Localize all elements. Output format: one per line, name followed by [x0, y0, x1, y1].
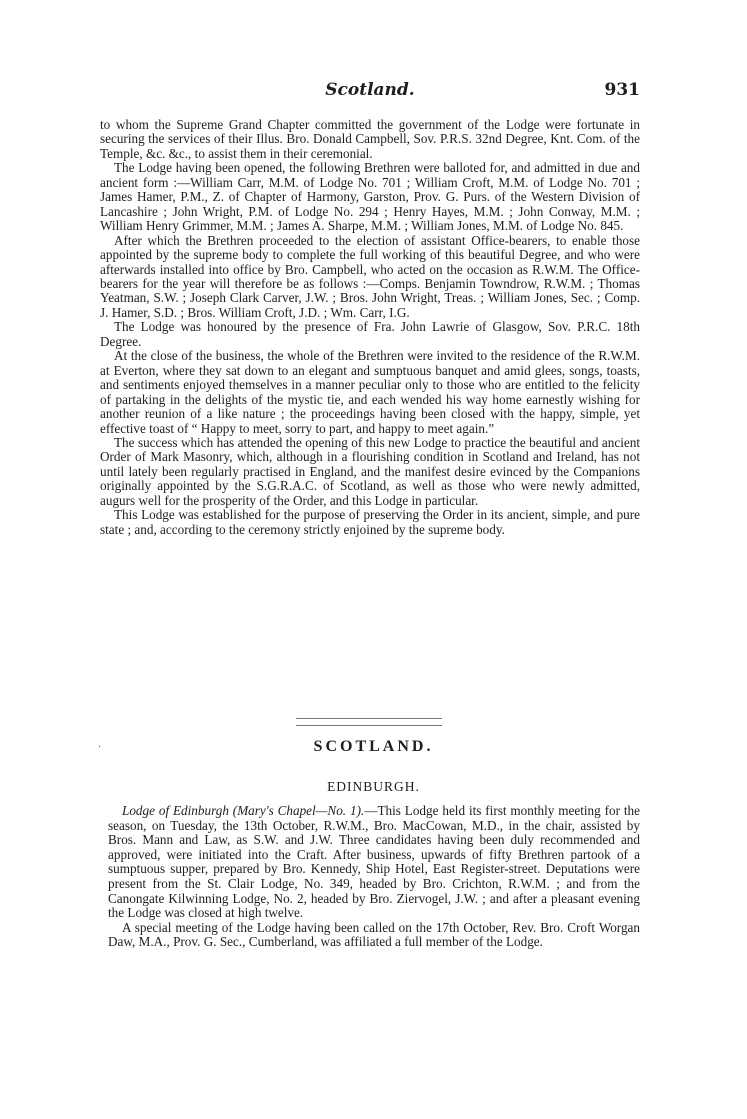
article-paragraph: After which the Brethren proceeded to the election of assistant Office-bearers, to enable those appointed by the supreme body to complete the full working of this beautiful Degree, and who were afterwards installed into office by Bro. Campbell, who acted on the occasion as R.W.M. The Office-bearers for the year will therefore be as follows :—Comps. Benjamin Towndrow, R.W.M. ; Thomas Yeatman, S.W. ; Joseph Clark Carver, J.W. ; Bros. John Wright, Treas. ; William Jones, Sec. ; Comp. J. Hamer, S.D. ; Bros. William Croft, J.D. ; Wm. Carr, I.G. — [100, 232, 640, 320]
article-paragraph: This Lodge was established for the purpose of preserving the Order in its ancient, simple, and pure state ; and, according to the ceremony strictly enjoined by the supreme body. — [100, 507, 640, 537]
print-speck: · — [98, 742, 102, 753]
section-paragraph: A special meeting of the Lodge having been called on the 17th October, Rev. Bro. Croft Worgan Daw, M.A., Prov. G. Sec., Cumberland, was affiliated a full member of the Lodge. — [108, 919, 640, 950]
page-number: 931 — [604, 80, 640, 100]
page-header — [100, 80, 640, 106]
section-divider — [296, 718, 442, 726]
paragraph-text: —This Lodge held its first monthly meeting for the season, on Tuesday, the 13th October, R.W.M., Bro. MacCowan, M.D., in the chair, assisted by Bros. Mann and Law, as S.W. and J.W. Three candidates having been duly recommended and approved, were initiated into the Craft. After business, upwards of fifty Brethren partook of a sumptuous supper, prepared by Bro. Kennedy, Ship Hotel, East Register-street. Deputations were present from the St. Clair Lodge, No. 349, headed by Bro. Crichton, R.W.M. ; and from the Canongate Kilwinning Lodge, No. 2, headed by Bro. Ziervogel, J.W. ; and after a pleasant evening the Lodge was closed at high twelve. — [108, 803, 640, 921]
section-subheading: EDINBURGH. — [327, 779, 420, 794]
article-body — [100, 118, 640, 537]
lodge-name: Lodge of Edinburgh (Mary's Chapel—No. 1). — [122, 803, 365, 818]
article-paragraph: The Lodge having been opened, the following Brethren were balloted for, and admitted in due and ancient form :—William Carr, M.M. of Lodge No. 701 ; William Croft, M.M. of Lodge No. 701 ; James Hamer, P.M., Z. of Chapter of Harmony, Garston, Prov. G. Purs. of the Western Division of Lancashire ; John Wright, P.M. of Lodge No. 294 ; Henry Hayes, M.M. ; John Conway, M.M. ; William Henry Grimmer, M.M. ; James A. Sharpe, M.M. ; William Jones, M.M. of Lodge No. 845. — [100, 160, 640, 234]
article-paragraph: The Lodge was honoured by the presence of Fra. John Lawrie of Glasgow, Sov. P.R.C. 18th Degree. — [100, 319, 640, 349]
article-paragraph: The success which has attended the opening of this new Lodge to practice the beautiful and ancient Order of Mark Masonry, which, although in a flourishing condition in Scotland and Ireland, has not until lately been regularly practised in England, and the manifest desire evinced by the Companions originally appointed by the S.G.R.A.C. of Scotland, as well as those who were newly admitted, augurs well for the prosperity of the Order, and this Lodge in particular. — [100, 434, 640, 508]
article-paragraph: to whom the Supreme Grand Chapter committed the government of the Lodge were fortunate in securing the services of their Illus. Bro. Donald Campbell, Sov. P.R.S. 32nd Degree, Knt. Com. of the Temple, &c. &c., to assist them in their ceremonial. — [100, 117, 640, 161]
article-paragraph: At the close of the business, the whole of the Brethren were invited to the residence of the R.W.M. at Everton, where they sat down to an elegant and sumptuous banquet and amid glees, songs, toasts, and sentiments enjoyed themselves in a manner peculiar only to those who are entitled to the felicity of partaking in the delights of the mystic tie, and each wended his way home earnestly wishing for another reunion of a like nature ; the proceedings having been closed with the happy, simple, yet effective toast of “ Happy to meet, sorry to part, and happy to meet again.” — [100, 348, 640, 436]
running-title: Scotland. — [325, 80, 415, 100]
section-body — [108, 804, 640, 950]
section-paragraph — [108, 804, 640, 921]
section-heading: SCOTLAND. — [313, 738, 434, 755]
